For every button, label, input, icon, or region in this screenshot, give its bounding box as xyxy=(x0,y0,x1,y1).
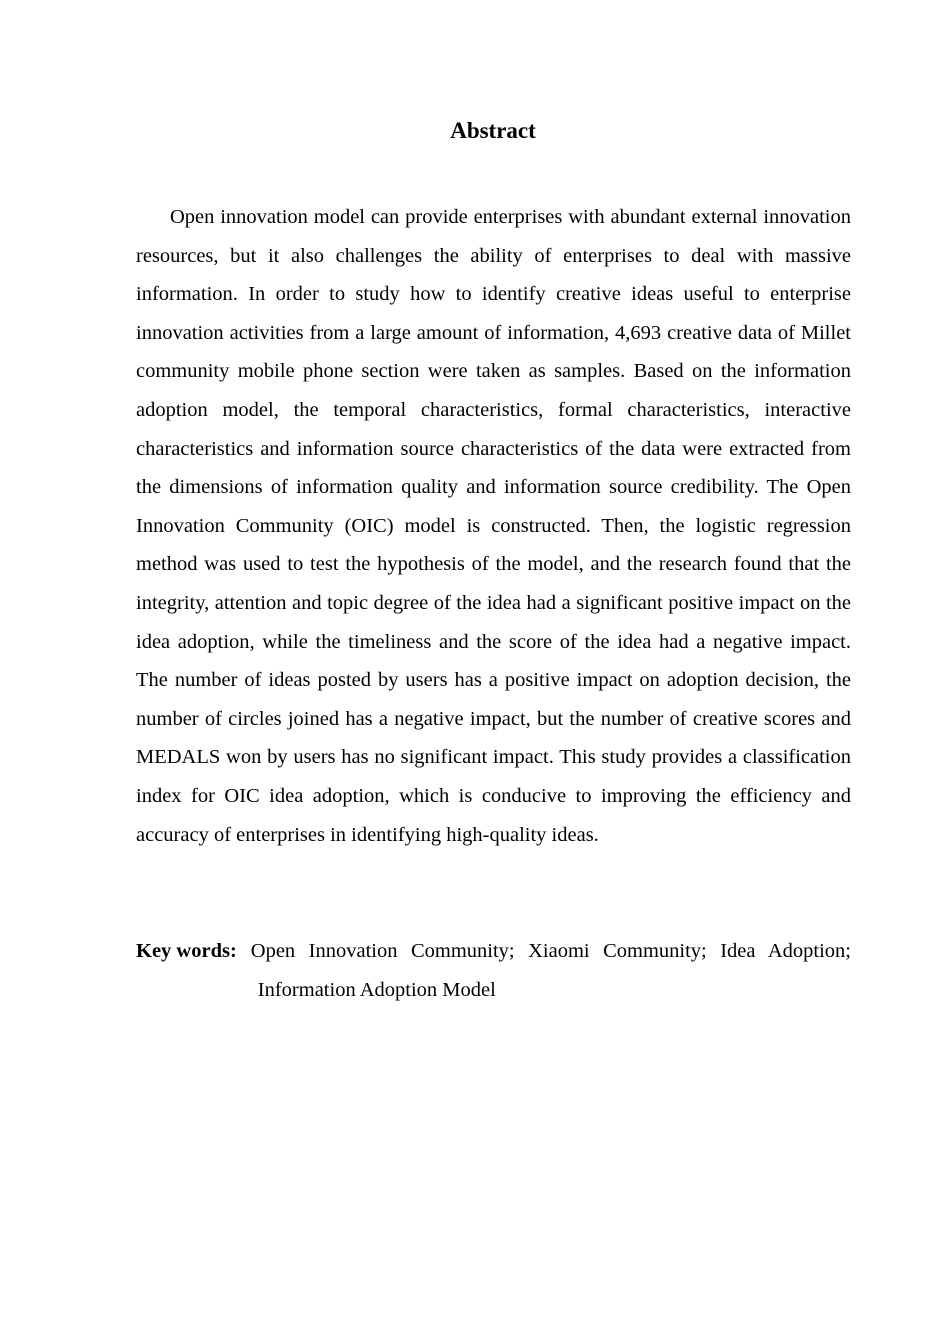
keywords-section xyxy=(136,932,851,1009)
keywords-line-2: Information Adoption Model xyxy=(257,978,496,1001)
abstract-title: Abstract xyxy=(450,118,536,143)
keywords-list xyxy=(251,932,851,1009)
keywords-label: Key words: xyxy=(136,940,237,962)
abstract-paragraph: Open innovation model can provide enterprises with abundant external innovation resources, but it also challenges the ability of enterprises to deal with massive information. In order to study how to identify creative ideas useful to enterprise innovation activities from a large amount of information, 4,693 creative data of Millet community mobile phone section were taken as samples. Based on the information adoption model, the temporal characteristics, formal characteristics, interactive characteristics and information source characteristics of the data were extracted from the dimensions of information quality and information source credibility. The Open Innovation Community (OIC) model is constructed. Then, the logistic regression method was used to test the hypothesis of the model, and the research found that the integrity, attention and topic degree of the idea had a significant positive impact on the idea adoption, while the timeliness and the score of the idea had a negative impact. The number of ideas posted by users has a positive impact on adoption decision, the number of circles joined has a negative impact, but the number of creative scores and MEDALS won by users has no significant impact. This study provides a classification index for OIC idea adoption, which is conducive to improving the efficiency and accuracy of enterprises in identifying high-quality ideas. xyxy=(136,206,851,846)
keywords-line-1: Open Innovation Community; Xiaomi Community; Idea Adoption; xyxy=(250,940,851,962)
